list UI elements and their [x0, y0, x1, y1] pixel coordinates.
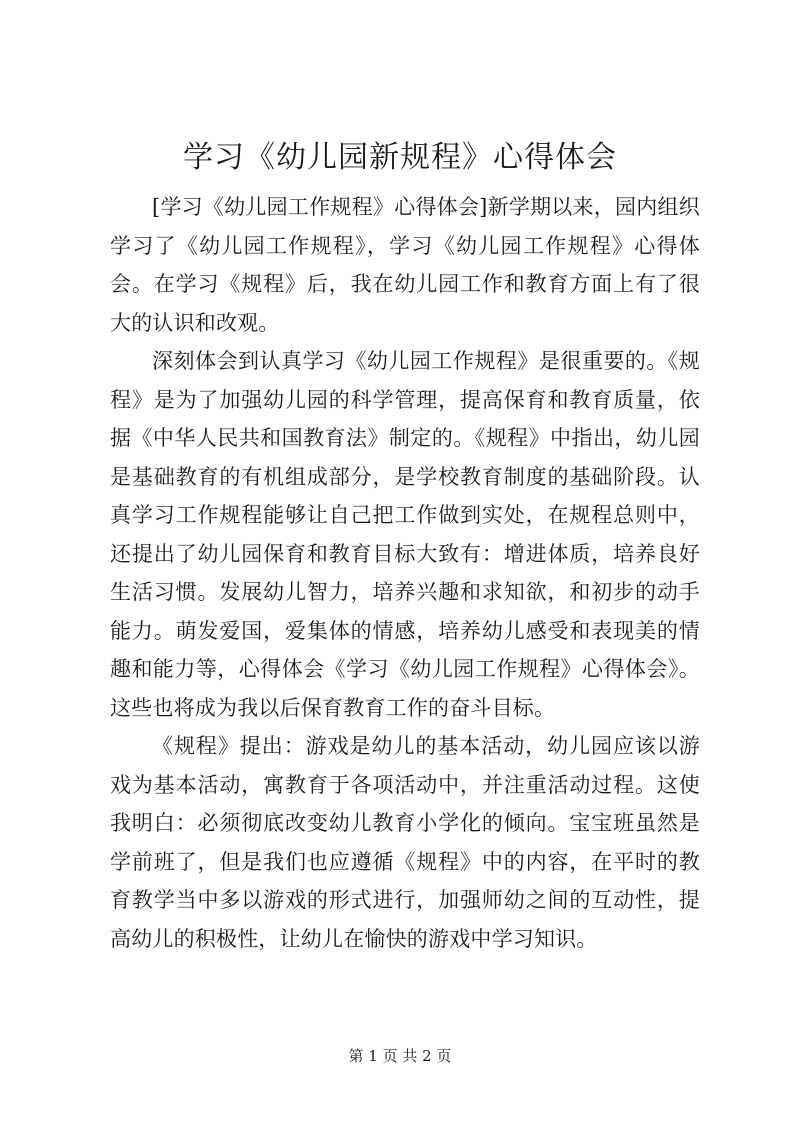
- page-footer: [0, 1046, 800, 1066]
- paragraph-3: 《规程》提出：游戏是幼儿的基本活动，幼儿园应该以游戏为基本活动，寓教育于各项活动中，并注重活动过程。这使我明白：必须彻底改变幼儿教育小学化的倾向。宝宝班虽然是学前班了，但是我们也应遵循《规程》中的内容，在平时的教育教学当中多以游戏的形式进行，加强师幼之间的互动性，提高幼儿的积极性，让幼儿在愉快的游戏中学习知识。: [110, 734, 700, 951]
- paragraph-1: [学习《幼儿园工作规程》心得体会]新学期以来，园内组织学习了《幼儿园工作规程》，学习《幼儿园工作规程》心得体会。在学习《规程》后，我在幼儿园工作和教育方面上有了很大的认识和改观。: [110, 195, 700, 335]
- paragraph-2: 深刻体会到认真学习《幼儿园工作规程》是很重要的。《规程》是为了加强幼儿园的科学管理，提高保育和教育质量，依据《中华人民共和国教育法》制定的。《规程》中指出，幼儿园是基础教育的有机组成部分，是学校教育制度的基础阶段。认真学习工作规程能够让自己把工作做到实处，在规程总则中，还提出了幼儿园保育和教育目标大致有：增进体质，培养良好生活习惯。发展幼儿智力，培养兴趣和求知欲，和初步的动手能力。萌发爱国，爱集体的情感，培养幼儿感受和表现美的情趣和能力等，心得体会《学习《幼儿园工作规程》心得体会》。这些也将成为我以后保育教育工作的奋斗目标。: [110, 349, 700, 720]
- page-number-label: 第 1 页 共 2 页: [348, 1047, 452, 1065]
- document-body: [110, 188, 700, 958]
- document-title: 学习《幼儿园新规程》心得体会: [183, 140, 617, 175]
